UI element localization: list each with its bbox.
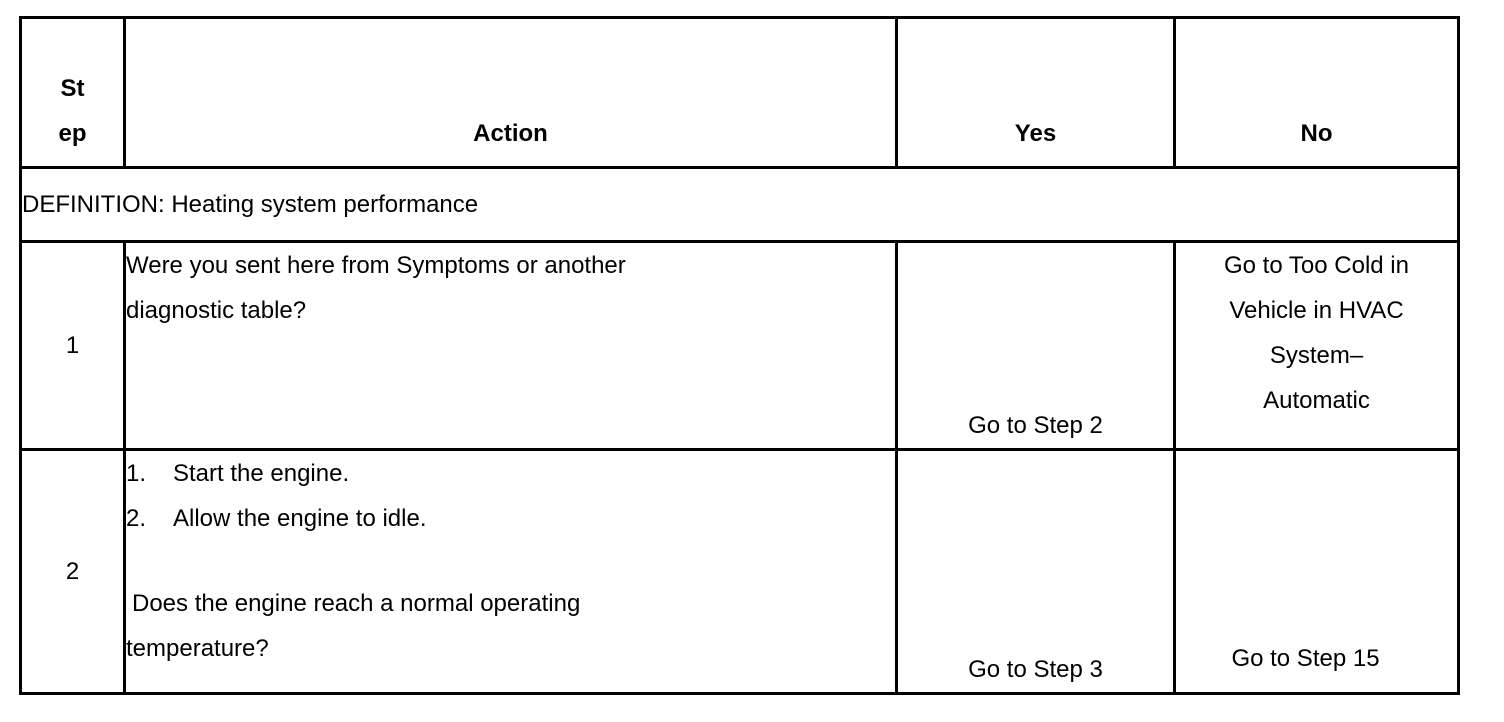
diagnostic-table-container [19, 16, 1460, 695]
no-result-line: Go to Too Cold in [1223, 252, 1409, 279]
header-step [21, 18, 125, 168]
substep-number: 2. [126, 505, 147, 532]
definition-row [21, 168, 1459, 242]
action-text-line: diagnostic table? [126, 297, 307, 324]
substep-text: Allow the engine to idle. [173, 505, 427, 532]
action-cell [125, 450, 897, 694]
substep-number: 1. [126, 460, 147, 487]
step-number: 2 [21, 450, 125, 694]
table-header-row [21, 18, 1459, 168]
question-line: temperature? [126, 635, 269, 662]
spacer [126, 541, 895, 581]
no-result-line: Vehicle in HVAC [1229, 297, 1404, 324]
header-no: No [1175, 18, 1459, 168]
substep-item [126, 451, 895, 496]
action-cell [125, 242, 897, 450]
no-result-line: Automatic [1263, 387, 1370, 414]
table-row [21, 242, 1459, 450]
header-step-line-1: St [60, 75, 85, 102]
definition-text: DEFINITION: Heating system performance [21, 168, 1459, 242]
header-step-line-2: ep [58, 120, 87, 147]
step-number: 1 [21, 242, 125, 450]
substep-list [126, 451, 895, 541]
diagnostic-table [19, 16, 1460, 695]
table-row [21, 450, 1459, 694]
yes-result: Go to Step 3 [897, 450, 1175, 694]
yes-result: Go to Step 2 [897, 242, 1175, 450]
header-action: Action [125, 18, 897, 168]
question-line: Does the engine reach a normal operating [132, 590, 581, 617]
substep-item [126, 496, 895, 541]
header-yes: Yes [897, 18, 1175, 168]
no-result [1175, 242, 1459, 450]
substep-text: Start the engine. [173, 460, 350, 487]
no-result-line: System– [1269, 342, 1364, 369]
no-result: Go to Step 15 [1175, 450, 1459, 694]
action-text-line: Were you sent here from Symptoms or another [126, 252, 626, 279]
